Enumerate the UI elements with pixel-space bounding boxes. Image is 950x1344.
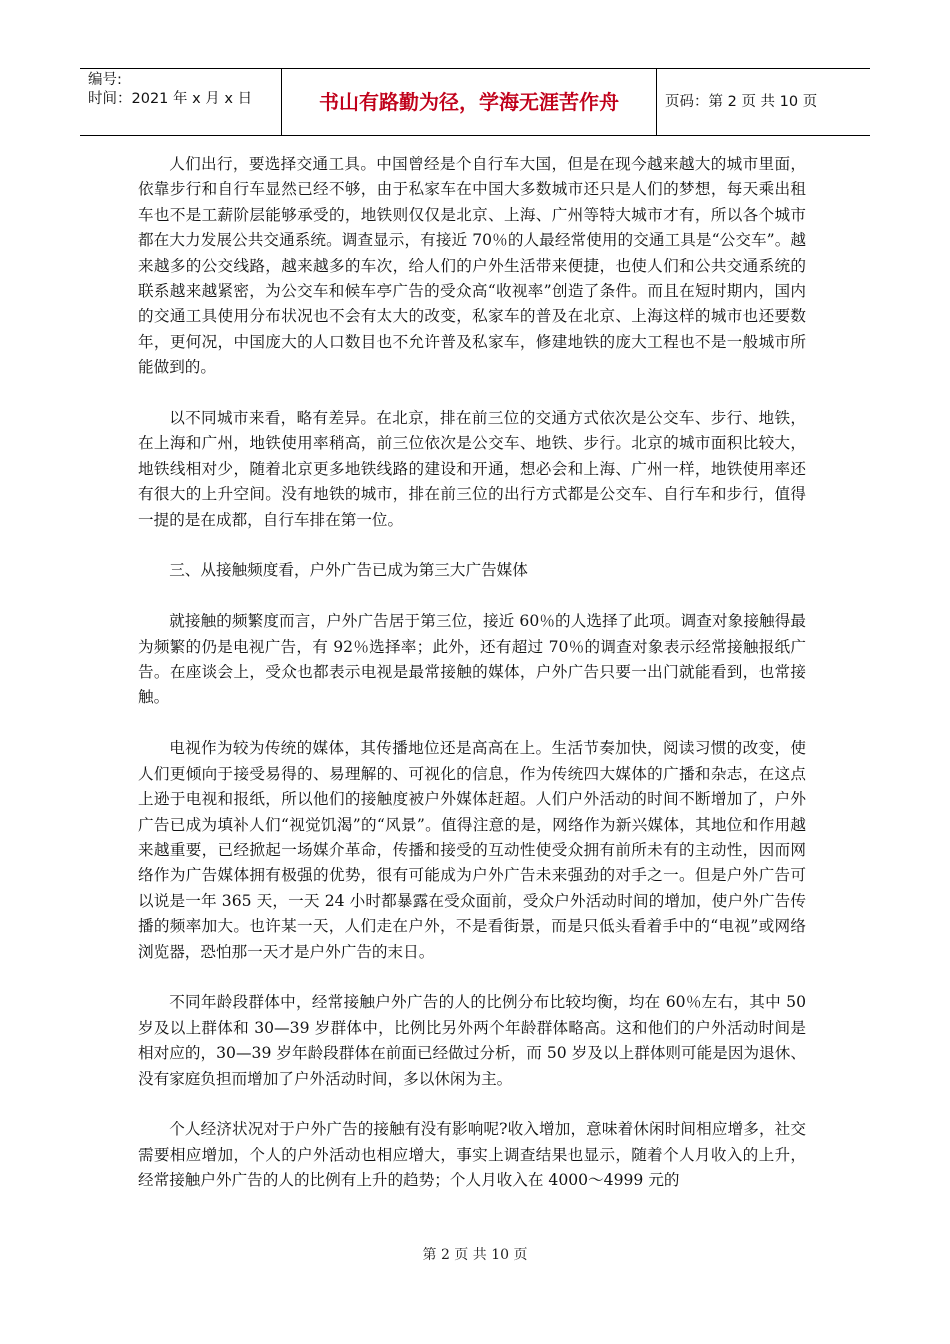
body-paragraph: 人们出行，要选择交通工具。中国曾经是个自行车大国，但是在现今越来越大的城市里面，依靠步行和自行车显然已经不够，由于私家车在中国大多数城市还只是人们的梦想，每天乘出租车也不是工薪阶层能够承受的，地铁则仅仅是北京、上海、广州等特大城市才有，所以各个城市都在大力发展公共交通系统。调查显示，有接近 70％的人最经常使用的交通工具是“公交车”。越来越多的公交线路，越来越多的车次，给人们的户外生活带来便捷，也使人们和公共交通系统的联系越来越紧密，为公交车和候车亭广告的受众高“收视率”创造了条件。而且在短时期内，国内的交通工具使用分布状况也不会有太大的改变，私家车的普及在北京、上海这样的城市也还要数年，更何况，中国庞大的人口数目也不允许普及私家车，修建地铁的庞大工程也不是一般城市所能做到的。 [138, 155, 806, 377]
body-paragraph: 以不同城市来看，略有差异。在北京，排在前三位的交通方式依次是公交车、步行、地铁，在上海和广州，地铁使用率稍高，前三位依次是公交车、地铁、步行。北京的城市面积比较大，地铁线相对少，随着北京更多地铁线路的建设和开通，想必会和上海、广州一样，地铁使用率还有很大的上升空间。没有地铁的城市，排在前三位的出行方式都是公交车、自行车和步行，值得一提的是在成都，自行车排在第一位。 [138, 409, 806, 529]
document-date: 时间：2021 年 x 月 x 日 [88, 91, 253, 107]
page-header [80, 68, 870, 136]
header-page-info: 页码：第 2 页 共 10 页 [665, 94, 818, 110]
body-paragraph: 个人经济状况对于户外广告的接触有没有影响呢?收入增加，意味着休闲时间相应增多，社交需要相应增加，个人的户外活动也相应增大，事实上调查结果也显示，随着个人月收入的上升，经常接触户外广告的人的比例有上升的趋势；个人月收入在 4000～4999 元的 [138, 1120, 806, 1190]
document-body [138, 152, 806, 1219]
document-number-label: 编号: [88, 72, 122, 88]
body-paragraph: 就接触的频繁度而言，户外广告居于第三位，接近 60％的人选择了此项。调查对象接触得最为频繁的仍是电视广告，有 92％选择率；此外，还有超过 70％的调查对象表示经常接触报纸广告。在座谈会上，受众也都表示电视是最常接触的媒体，户外广告只要一出门就能看到，也常接触。 [138, 612, 806, 707]
header-meta [80, 69, 282, 135]
header-motto: 书山有路勤为径，学海无涯苦作舟 [282, 69, 657, 135]
page-footer: 第 2 页 共 10 页 [422, 1247, 528, 1263]
body-paragraph: 电视作为较为传统的媒体，其传播地位还是高高在上。生活节奏加快，阅读习惯的改变，使人们更倾向于接受易得的、易理解的、可视化的信息，作为传统四大媒体的广播和杂志，在这点上逊于电视和报纸，所以他们的接触度被户外媒体赶超。人们户外活动的时间不断增加了，户外广告已成为填补人们“视觉饥渴”的“风景”。值得注意的是，网络作为新兴媒体，其地位和作用越来越重要，已经掀起一场媒介革命，传播和接受的互动性使受众拥有前所未有的主动性，因而网络作为广告媒体拥有极强的优势，很有可能成为户外广告未来强劲的对手之一。但是户外广告可以说是一年 365 天，一天 24 小时都暴露在受众面前，受众户外活动时间的增加，使户外广告传播的频率加大。也许某一天，人们走在户外，不是看街景，而是只低头看着手中的“电视”或网络浏览器，恐怕那一天才是户外广告的末日。 [138, 739, 806, 961]
body-paragraph: 不同年龄段群体中，经常接触户外广告的人的比例分布比较均衡，均在 60％左右，其中 50 岁及以上群体和 30—39 岁群体中，比例比另外两个年龄群体略高。这和他们的户外活动时间是相对应的，30—39 岁年龄段群体在前面已经做过分析，而 50 岁及以上群体则可能是因为退休、没有家庭负担而增加了户外活动时间，多以休闲为主。 [138, 993, 806, 1088]
section-heading: 三、从接触频度看，户外广告已成为第三大广告媒体 [169, 561, 528, 580]
